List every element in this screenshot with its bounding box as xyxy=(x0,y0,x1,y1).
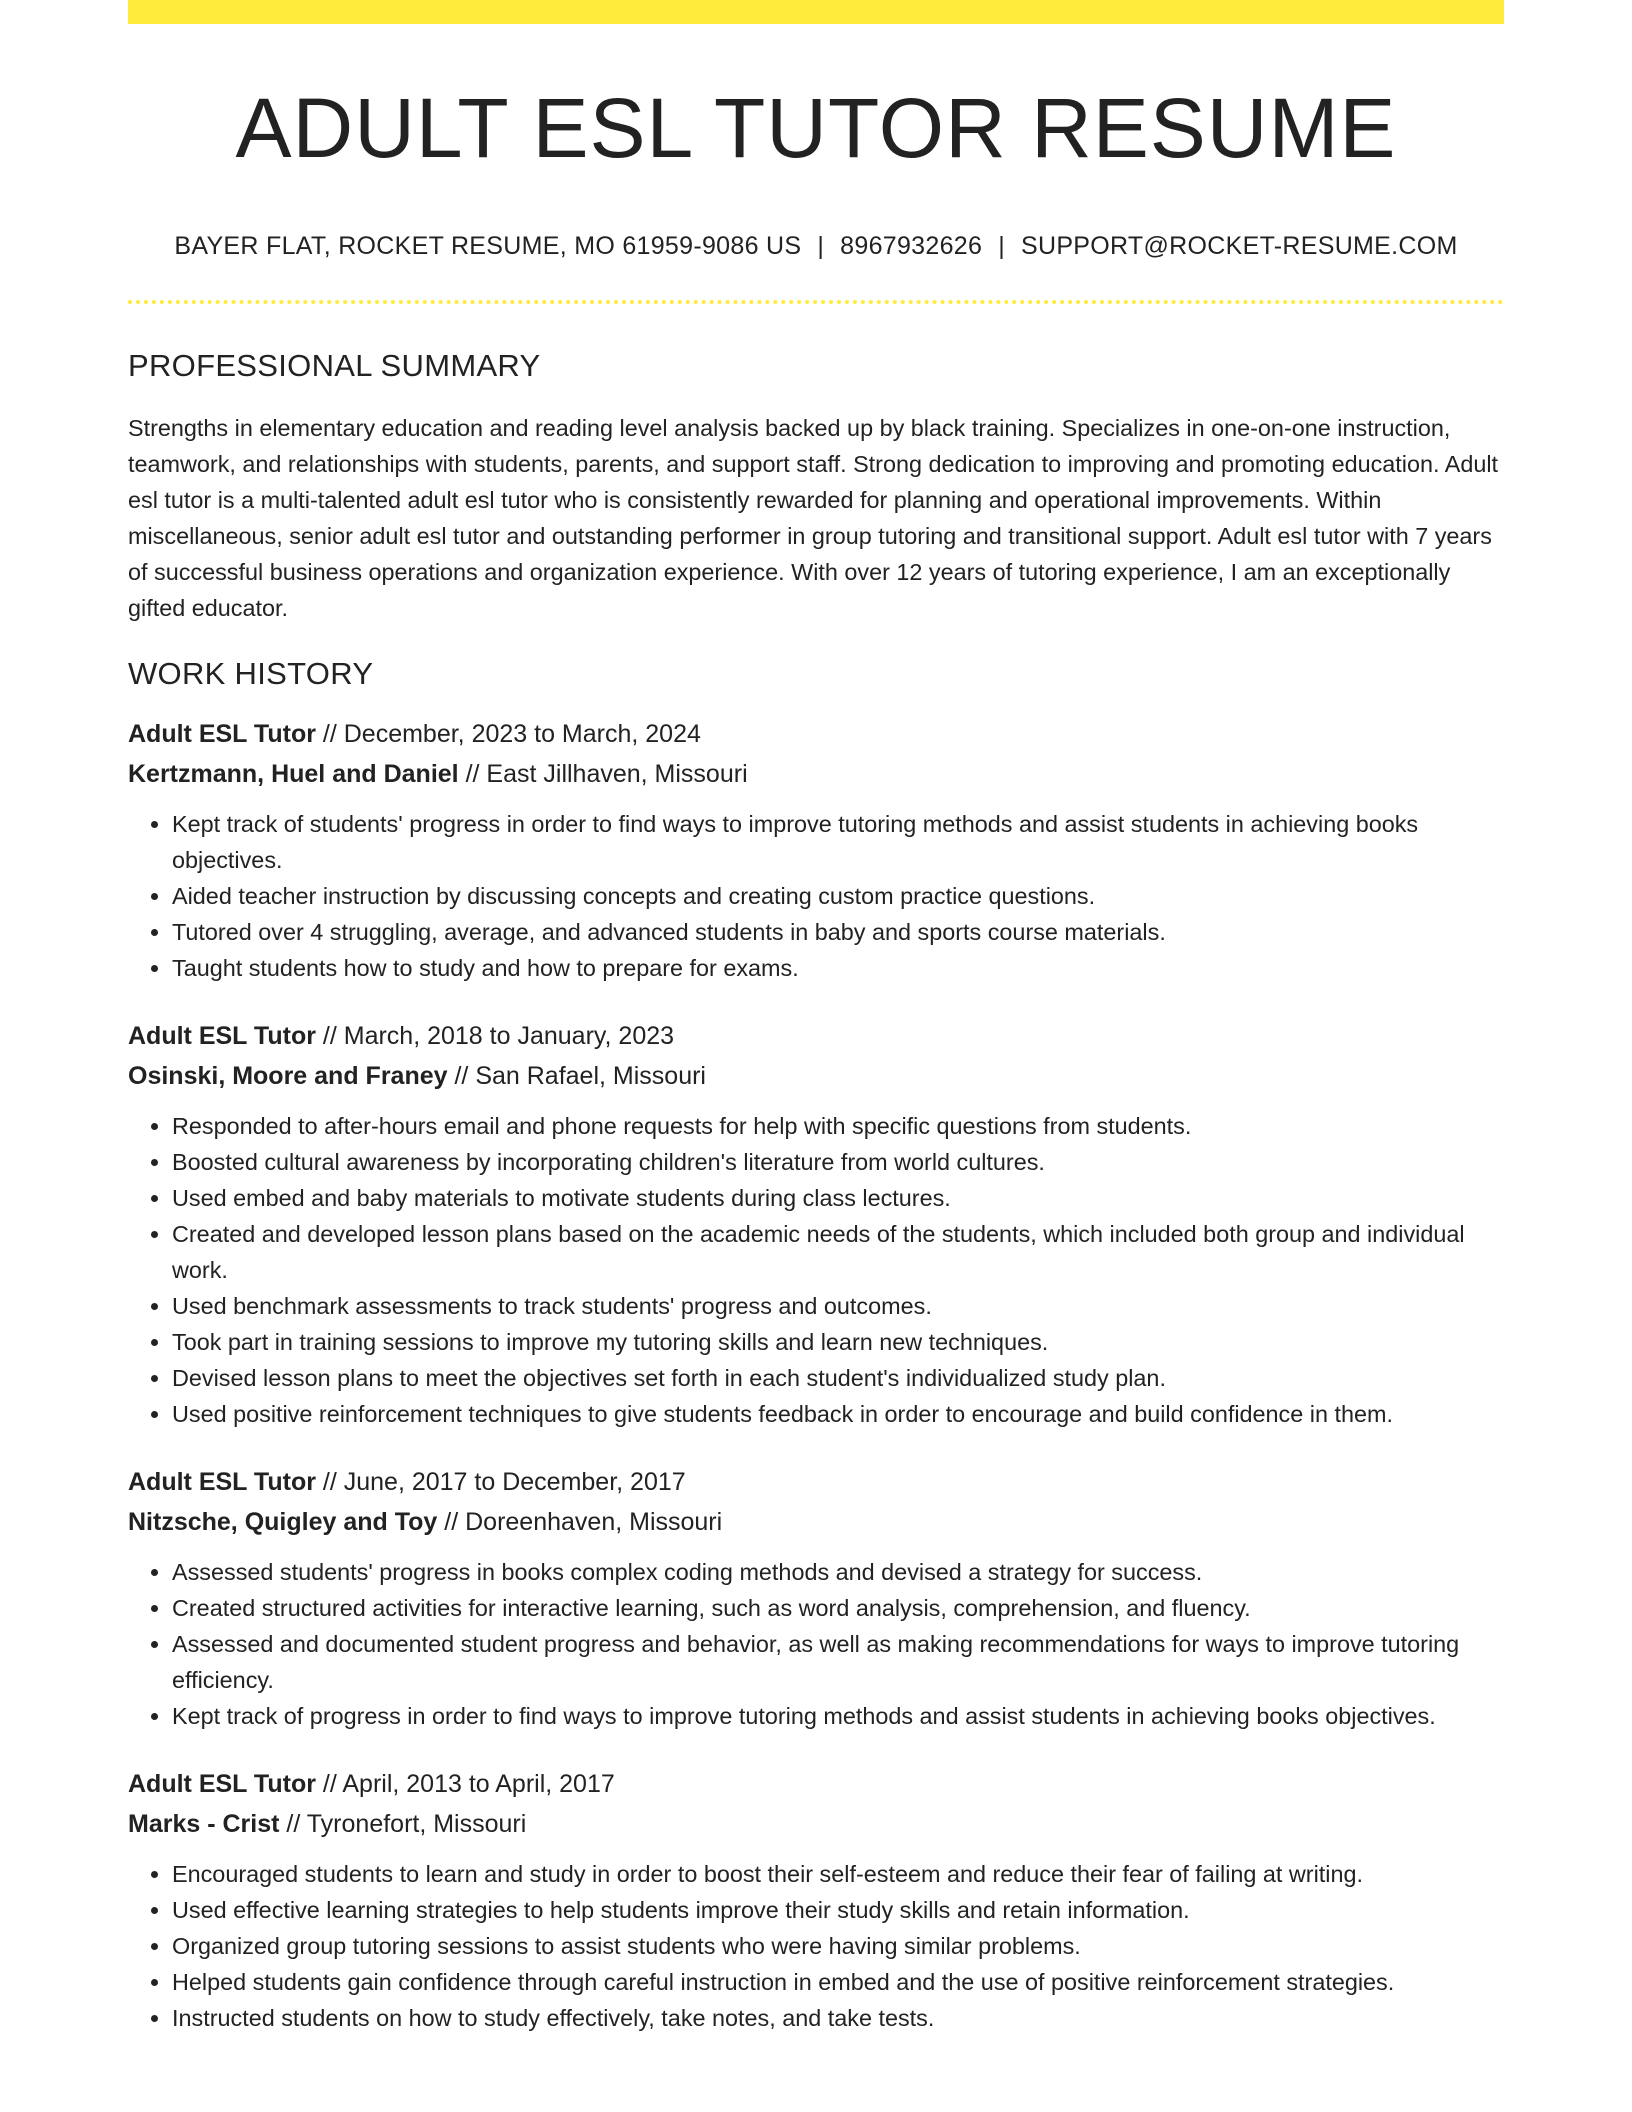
list-item: • Encouraged students to learn and study in order to boost their self-esteem and reduce their fear of failing at writing. xyxy=(172,1856,1504,1892)
list-item: • Created and developed lesson plans based on the academic needs of the students, which included both group and individual work. xyxy=(172,1216,1504,1288)
job-entry xyxy=(128,1764,1504,2036)
job-title: Adult ESL Tutor xyxy=(128,720,316,749)
contact-phone: 8967932626 xyxy=(840,232,983,261)
top-accent-bar xyxy=(128,0,1504,24)
job-dates: // March, 2018 to January, 2023 xyxy=(322,1022,675,1051)
work-history-heading: WORK HISTORY xyxy=(128,656,374,692)
list-item: • Used positive reinforcement techniques to give students feedback in order to encourage and build confidence in them. xyxy=(172,1396,1504,1432)
contact-separator: | xyxy=(998,232,1005,261)
job-title: Adult ESL Tutor xyxy=(128,1022,316,1051)
list-item: • Instructed students on how to study effectively, take notes, and take tests. xyxy=(172,2000,1504,2036)
job-location: // East Jillhaven, Missouri xyxy=(465,760,748,789)
job-bullets xyxy=(128,1856,1504,2036)
job-entry xyxy=(128,1462,1504,1734)
summary-heading: PROFESSIONAL SUMMARY xyxy=(128,348,541,384)
job-title-line xyxy=(128,1016,1504,1056)
job-company: Nitzsche, Quigley and Toy xyxy=(128,1508,438,1537)
job-company: Osinski, Moore and Franey xyxy=(128,1062,448,1091)
job-dates: // April, 2013 to April, 2017 xyxy=(322,1770,615,1799)
job-entry xyxy=(128,714,1504,986)
job-company: Marks - Crist xyxy=(128,1810,280,1839)
contact-address: BAYER FLAT, ROCKET RESUME, MO 61959-9086 US xyxy=(174,232,802,261)
job-title: Adult ESL Tutor xyxy=(128,1468,316,1497)
job-dates: // June, 2017 to December, 2017 xyxy=(322,1468,686,1497)
list-item: • Kept track of progress in order to find ways to improve tutoring methods and assist students in achieving books objectives. xyxy=(172,1698,1504,1734)
job-bullets xyxy=(128,1554,1504,1734)
list-item: • Created structured activities for interactive learning, such as word analysis, comprehension, and fluency. xyxy=(172,1590,1504,1626)
list-item: • Boosted cultural awareness by incorporating children's literature from world cultures. xyxy=(172,1144,1504,1180)
job-company-line xyxy=(128,1056,1504,1096)
list-item: • Tutored over 4 struggling, average, and advanced students in baby and sports course materials. xyxy=(172,914,1504,950)
list-item: • Assessed and documented student progress and behavior, as well as making recommendations for ways to improve tutoring efficiency. xyxy=(172,1626,1504,1698)
contact-separator: | xyxy=(817,232,825,261)
list-item: • Used embed and baby materials to motivate students during class lectures. xyxy=(172,1180,1504,1216)
job-title-line xyxy=(128,714,1504,754)
list-item: • Devised lesson plans to meet the objectives set forth in each student's individualized study plan. xyxy=(172,1360,1504,1396)
job-bullets xyxy=(128,1108,1504,1432)
job-company-line xyxy=(128,1804,1504,1844)
job-location: // Doreenhaven, Missouri xyxy=(444,1508,723,1537)
list-item: • Responded to after-hours email and phone requests for help with specific questions from students. xyxy=(172,1108,1504,1144)
summary-text: Strengths in elementary education and reading level analysis backed up by black training. Specializes in one-on-one instruction, teamwork, and relationships with students, parents, and support staff. Strong dedication to improving and promoting education. Adult esl tutor is a multi-talented adult esl tutor who is consistently rewarded for planning and operational improvements. Within miscellaneous, senior adult esl tutor and outstanding performer in group tutoring and transitional support. Adult esl tutor with 7 years of successful business operations and organization experience. With over 12 years of tutoring experience, I am an exceptionally gifted educator. xyxy=(128,415,1499,622)
job-title-line xyxy=(128,1764,1504,1804)
list-item: • Assessed students' progress in books complex coding methods and devised a strategy for success. xyxy=(172,1554,1504,1590)
job-company: Kertzmann, Huel and Daniel xyxy=(128,760,459,789)
list-item: • Aided teacher instruction by discussing concepts and creating custom practice questions. xyxy=(172,878,1504,914)
list-item: • Organized group tutoring sessions to assist students who were having similar problems. xyxy=(172,1928,1504,1964)
job-entry xyxy=(128,1016,1504,1432)
job-bullets xyxy=(128,806,1504,986)
job-location: // Tyronefort, Missouri xyxy=(286,1810,527,1839)
resume-page xyxy=(128,0,1504,2036)
list-item: • Helped students gain confidence through careful instruction in embed and the use of positive reinforcement strategies. xyxy=(172,1964,1504,2000)
resume-title: ADULT ESL TUTOR RESUME xyxy=(235,81,1397,175)
list-item: • Used effective learning strategies to help students improve their study skills and retain information. xyxy=(172,1892,1504,1928)
list-item: • Kept track of students' progress in order to find ways to improve tutoring methods and assist students in achieving books objectives. xyxy=(172,806,1504,878)
job-dates: // December, 2023 to March, 2024 xyxy=(322,720,701,749)
job-title-line xyxy=(128,1462,1504,1502)
job-location: // San Rafael, Missouri xyxy=(454,1062,706,1091)
job-title: Adult ESL Tutor xyxy=(128,1770,316,1799)
list-item: • Used benchmark assessments to track students' progress and outcomes. xyxy=(172,1288,1504,1324)
list-item: • Took part in training sessions to improve my tutoring skills and learn new techniques. xyxy=(172,1324,1504,1360)
contact-email: SUPPORT@ROCKET-RESUME.COM xyxy=(1021,232,1458,261)
list-item: • Taught students how to study and how to prepare for exams. xyxy=(172,950,1504,986)
contact-line xyxy=(128,232,1504,261)
job-company-line xyxy=(128,1502,1504,1542)
dotted-divider xyxy=(128,300,1504,304)
job-company-line xyxy=(128,754,1504,794)
